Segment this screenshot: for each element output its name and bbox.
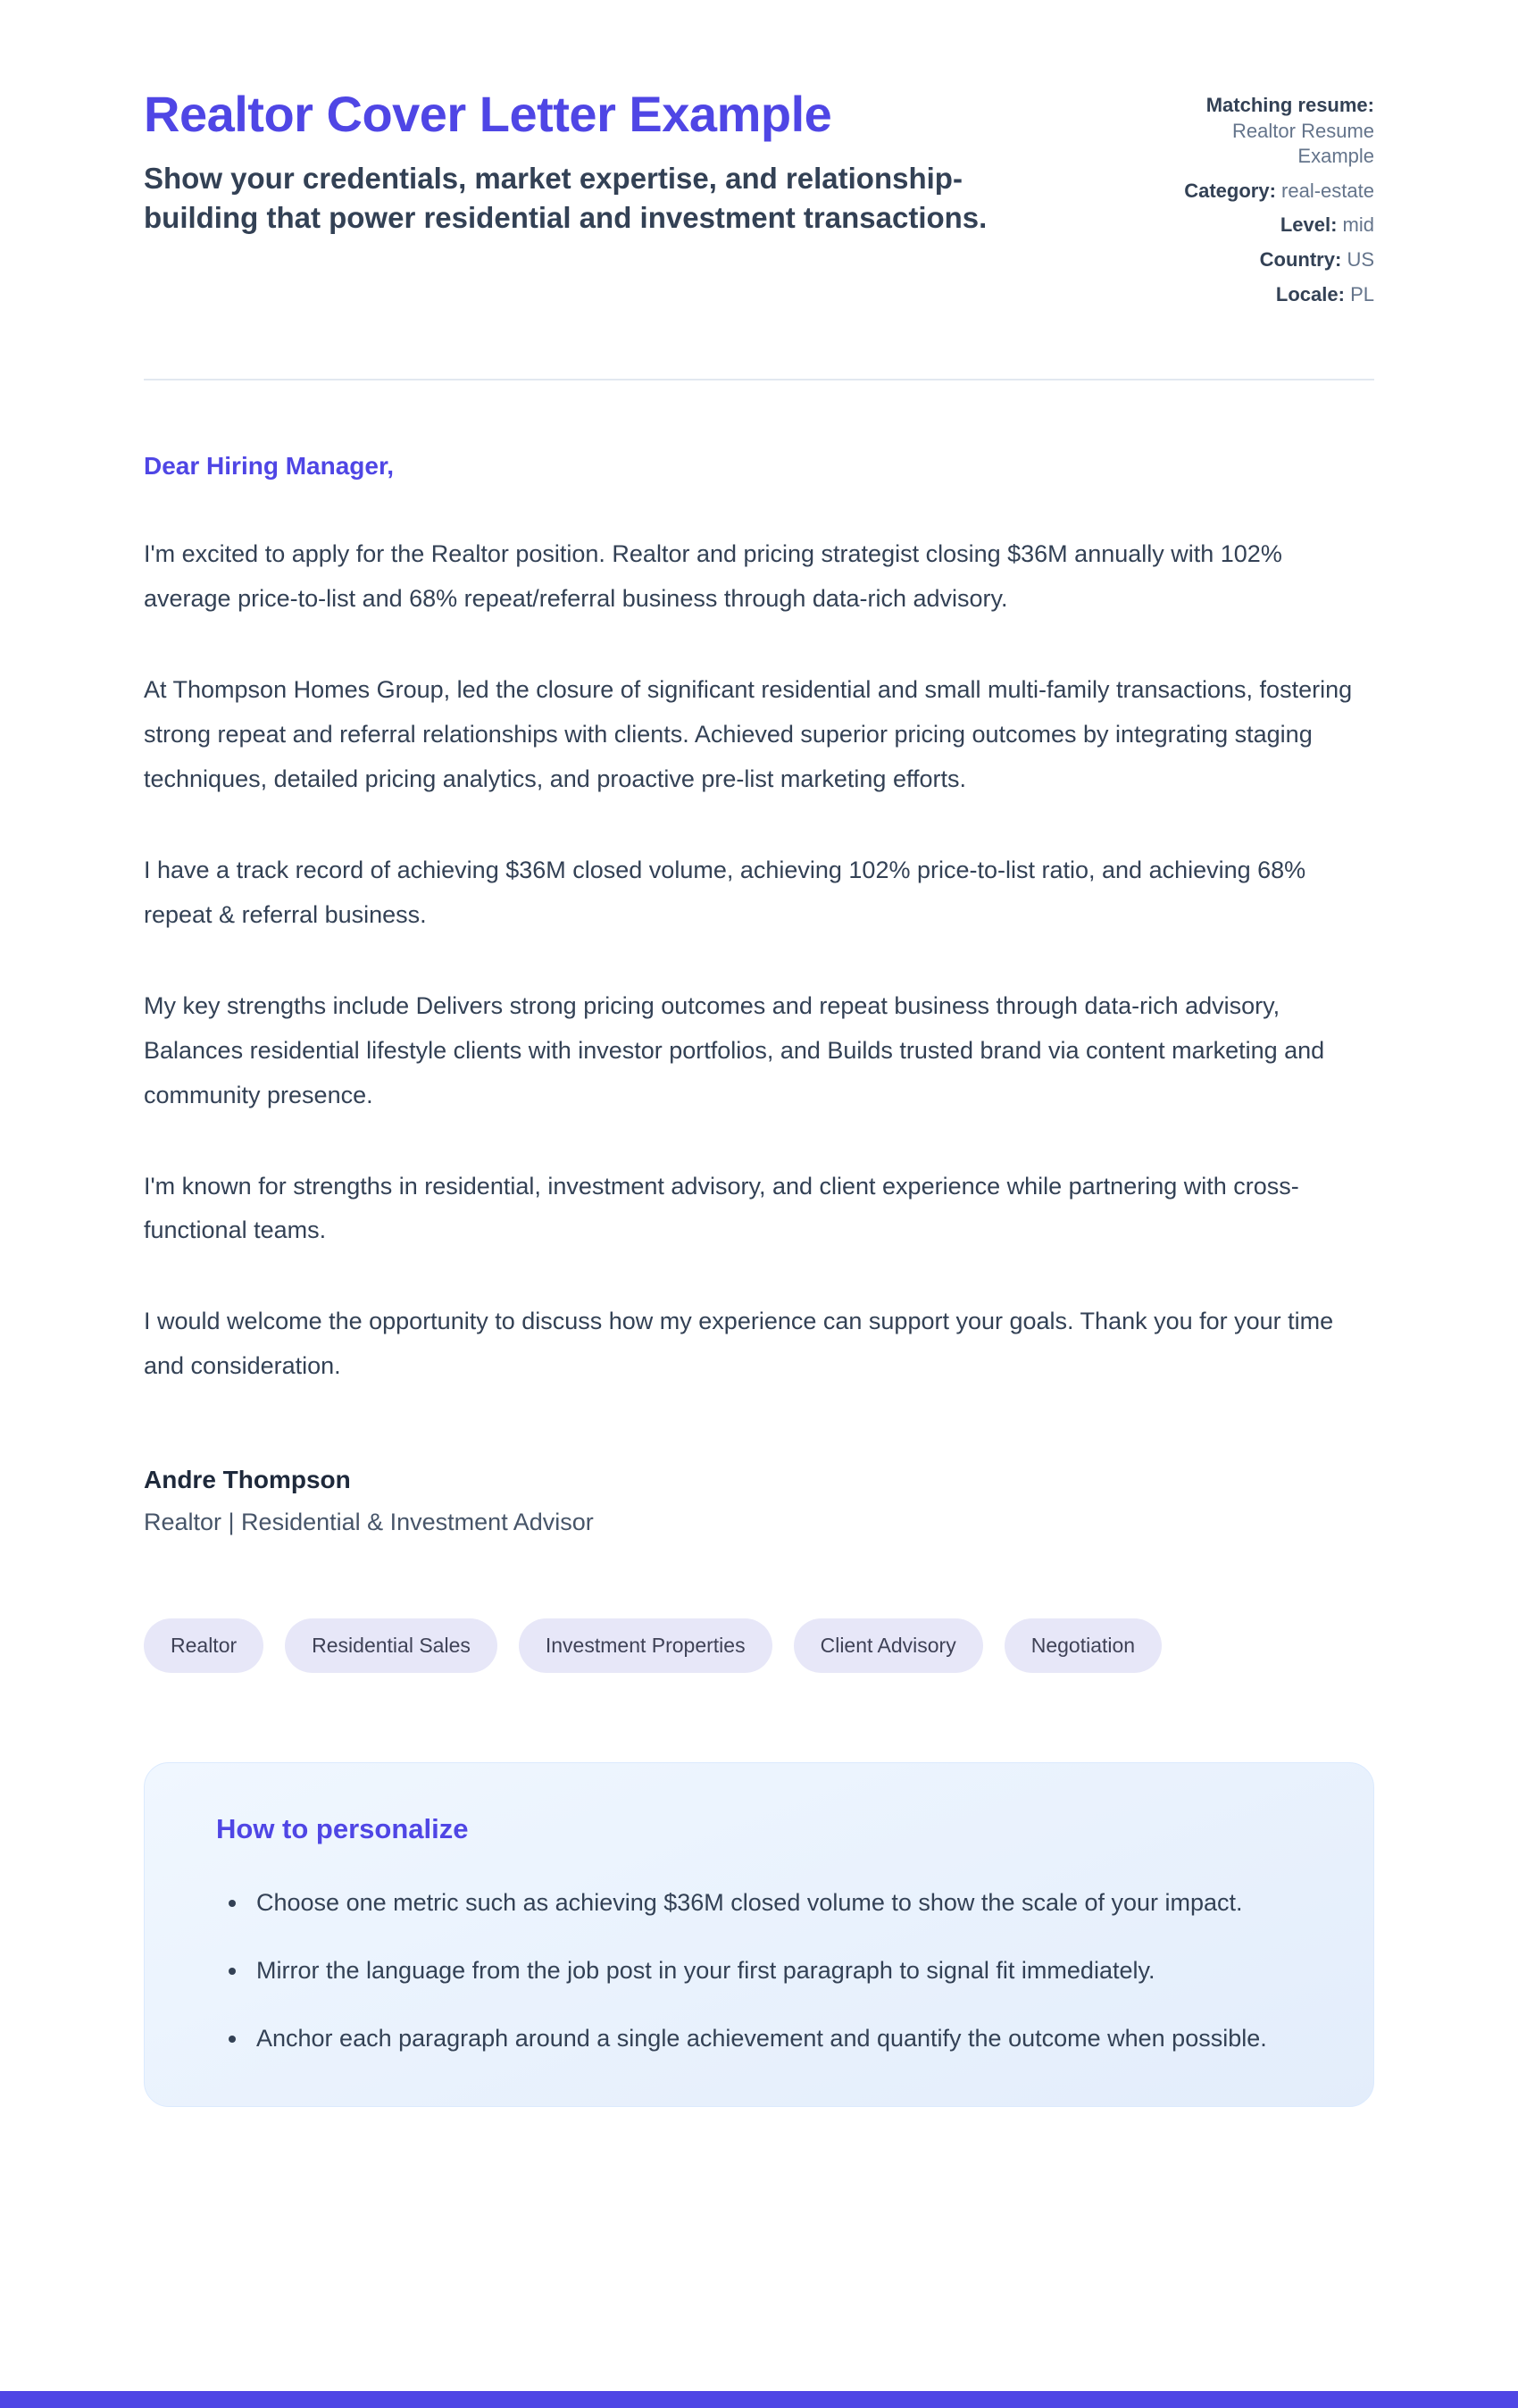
personalization-tip-list [185, 1881, 1322, 2061]
personalization-card-title: How to personalize [216, 1813, 469, 1845]
letter-paragraph: I'm known for strengths in residential, investment advisory, and client experience while partnering with cross-functional teams. [144, 1172, 1299, 1244]
meta-item-locale [1160, 282, 1374, 308]
letter-greeting: Dear Hiring Manager, [144, 452, 395, 481]
header [144, 86, 1374, 380]
meta-label: Matching resume: [1205, 94, 1374, 116]
page-title: Realtor Cover Letter Example [144, 86, 832, 142]
personalization-card [144, 1762, 1374, 2107]
footer-accent-bar [0, 2391, 1518, 2408]
page-root [144, 0, 1374, 2214]
meta-value: PL [1350, 282, 1374, 305]
meta-value: US [1347, 247, 1374, 271]
tag-pill-realtor: Realtor [144, 1618, 263, 1673]
letter-paragraph: I have a track record of achieving $36M closed volume, achieving 102% price-to-list ratio, and achieving 68% repeat & referral business. [144, 856, 1306, 928]
signature-name: Andre Thompson [144, 1466, 351, 1494]
meta-value: Realtor Resume Example [1232, 119, 1374, 168]
personalization-tip: • Choose one metric such as achieving $36M closed volume to show the scale of your impact. [249, 1881, 1322, 1926]
signature-role: Realtor | Residential & Investment Advisor [144, 1509, 594, 1536]
meta-label: Level: [1280, 213, 1338, 237]
personalization-tip: • Mirror the language from the job post in your first paragraph to signal fit immediately. [249, 1949, 1322, 1994]
meta-item-country [1160, 247, 1374, 273]
tag-list [144, 1618, 1374, 1673]
letter-paragraph: I would welcome the opportunity to discuss how my experience can support your goals. Thank you for your time and consideration. [144, 1308, 1334, 1380]
meta-label: Category: [1184, 179, 1276, 202]
meta-value: mid [1342, 213, 1374, 237]
tag-pill-investment-properties: Investment Properties [519, 1618, 772, 1673]
cover-letter [144, 380, 1374, 1536]
letter-paragraph: At Thompson Homes Group, led the closure of significant residential and small multi-family transactions, fostering strong repeat and referral relationships with clients. Achieved superior pricing outcomes by integrating staging techniques, detailed pricing analytics, and proactive pre-list marketing efforts. [144, 676, 1353, 792]
letter-paragraph: My key strengths include Delivers strong pricing outcomes and repeat business through data-rich advisory, Balances residential lifestyle clients with investor portfolios, and Builds trusted brand via content marketing and community presence. [144, 991, 1325, 1108]
letter-paragraph: I'm excited to apply for the Realtor position. Realtor and pricing strategist closing $36M annually with 102% average price-to-list and 68% repeat/referral business through data-rich advisory. [144, 540, 1282, 613]
personalization-tip: • Anchor each paragraph around a single achievement and quantify the outcome when possible. [249, 2017, 1322, 2061]
page-subtitle: Show your credentials, market expertise, and relationship-building that power residential and investment transactions. [144, 162, 988, 234]
meta-label: Country: [1259, 247, 1342, 271]
tag-pill-negotiation: Negotiation [1005, 1618, 1162, 1673]
meta-item-category [1160, 179, 1374, 205]
resume-meta [1160, 86, 1374, 316]
meta-value: real-estate [1281, 179, 1374, 202]
tag-pill-residential-sales: Residential Sales [285, 1618, 497, 1673]
meta-item-level [1160, 213, 1374, 238]
meta-item-matching-resume [1160, 93, 1374, 170]
header-title-block [144, 86, 1037, 237]
meta-label: Locale: [1275, 282, 1345, 305]
tag-pill-client-advisory: Client Advisory [794, 1618, 983, 1673]
